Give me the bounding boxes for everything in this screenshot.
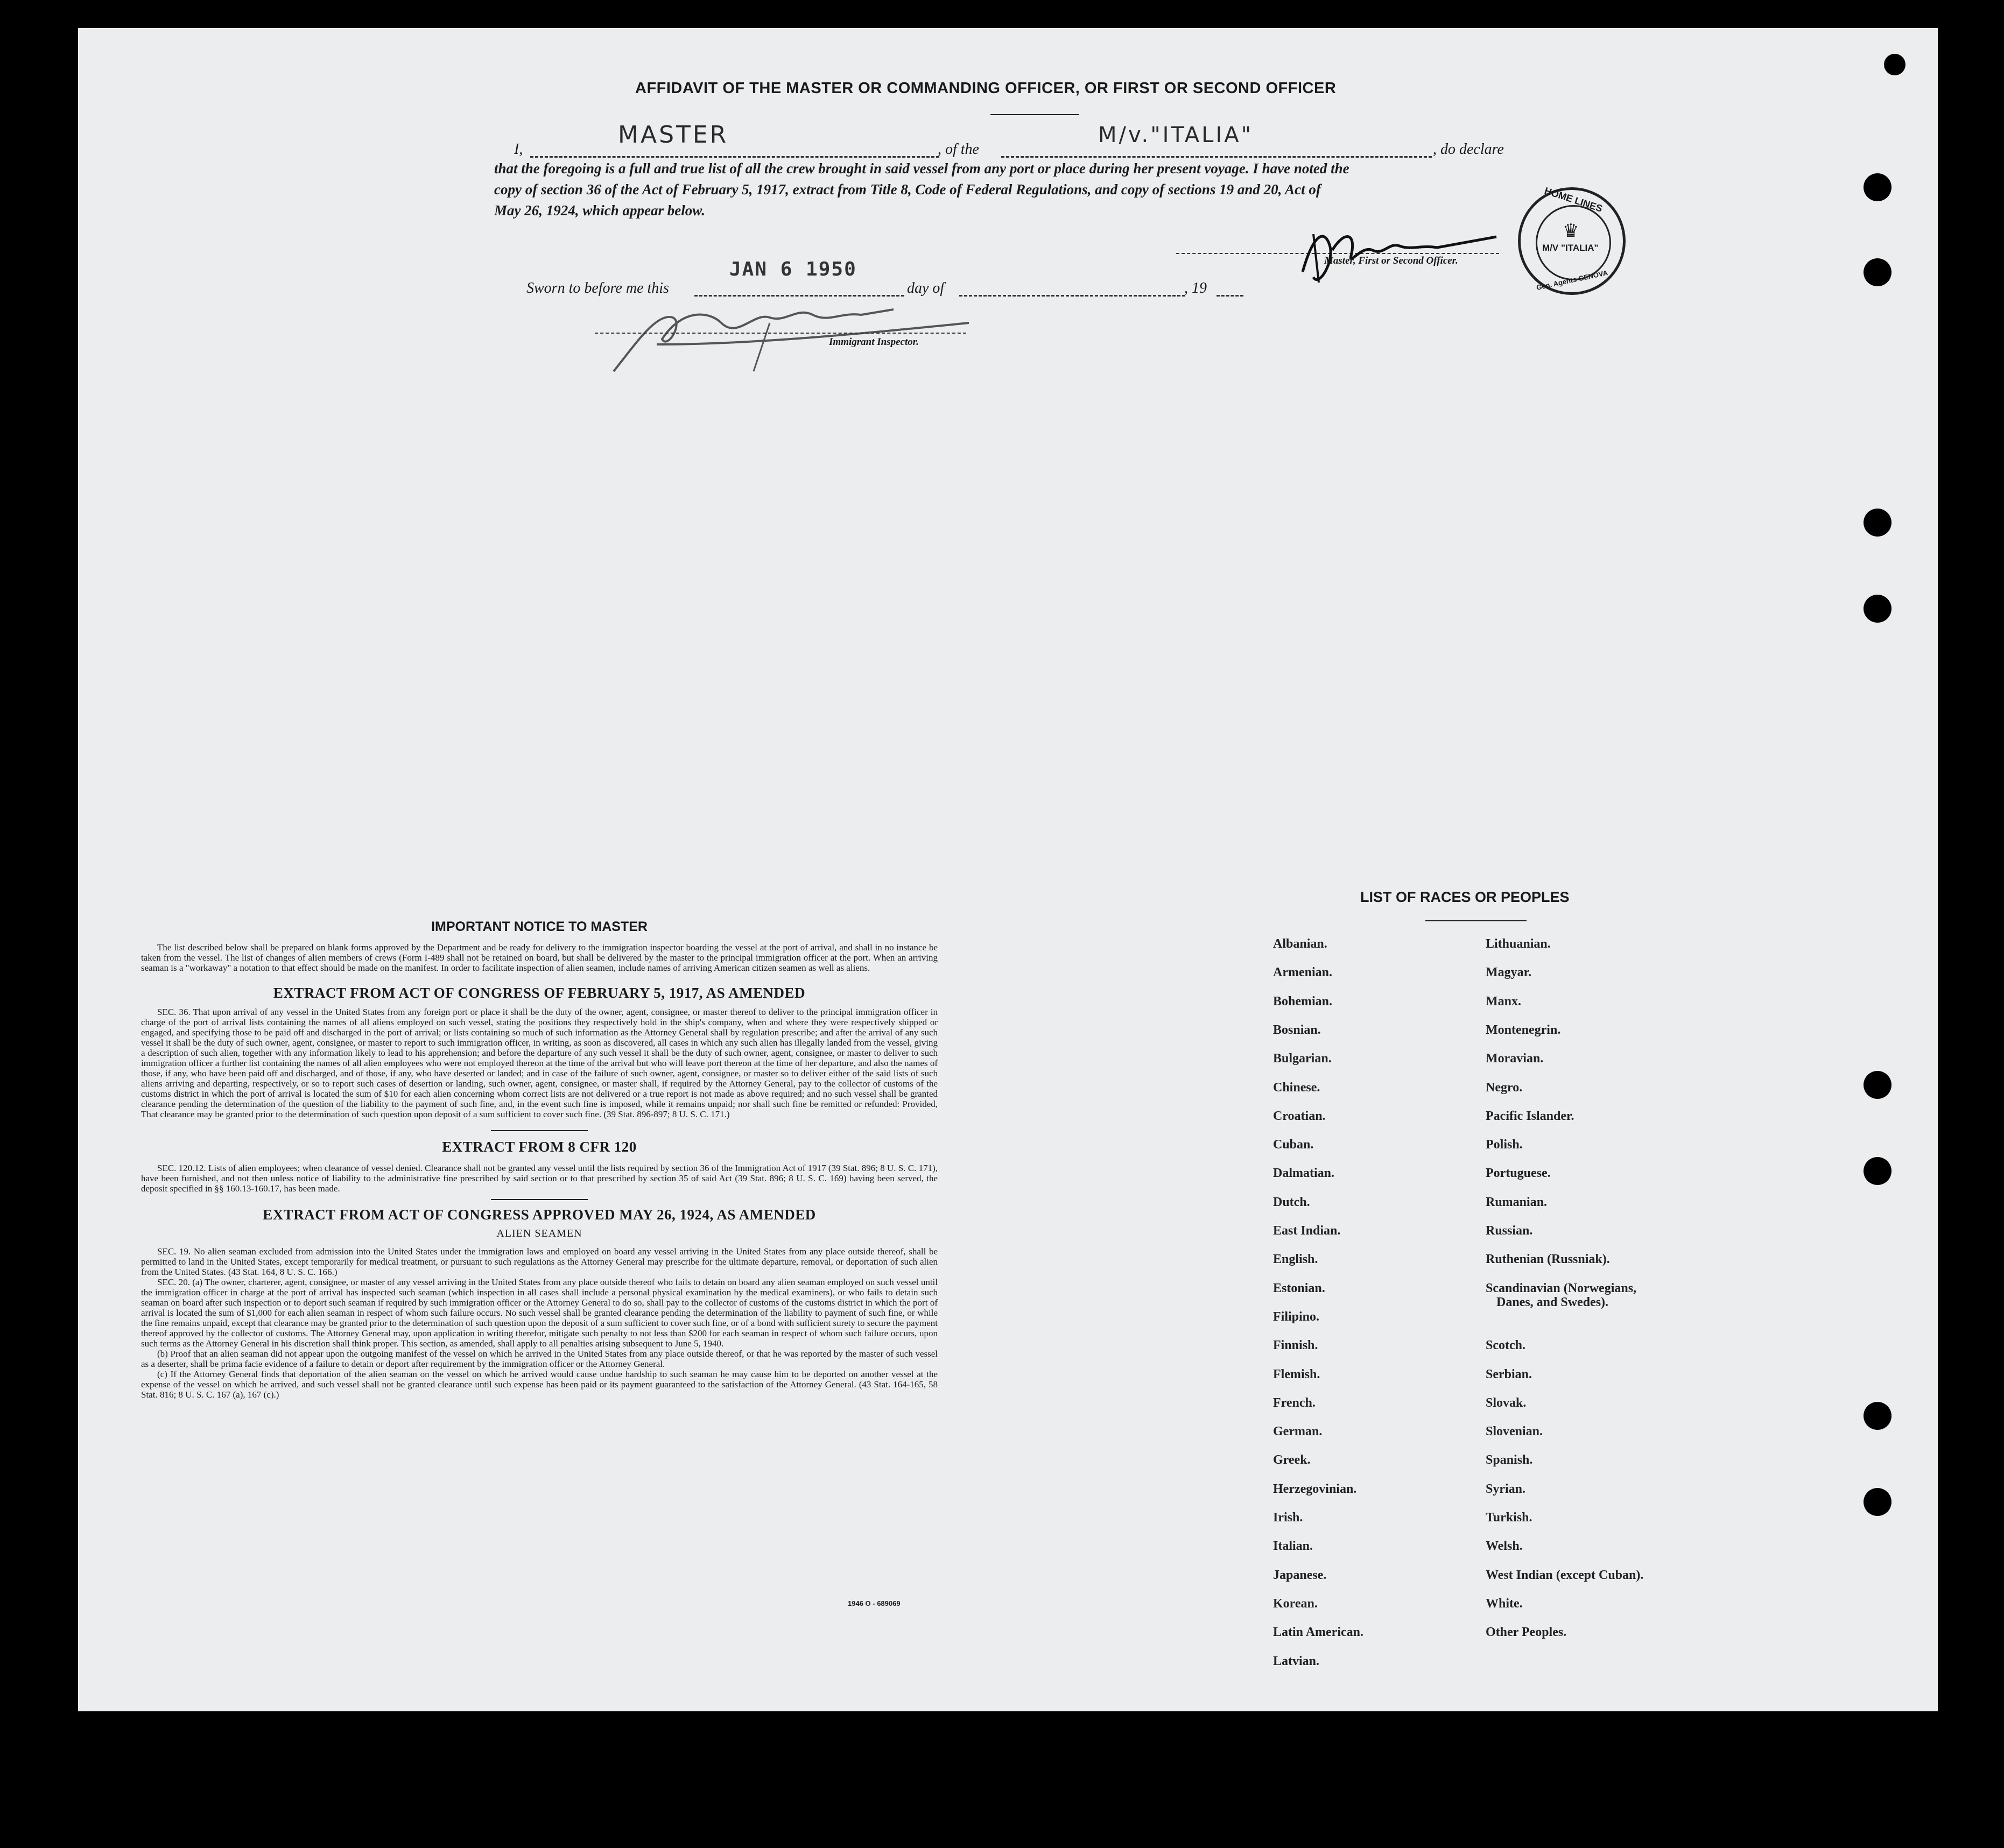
declaration-line: that the foregoing is a full and true list of all the crew brought in said vessel from any port or place during her present voyage. I have noted the [494,160,1349,177]
punch-hole [1864,1402,1892,1430]
extract3-paragraph: SEC. 19. No alien seaman excluded from admission into the United States under the immigration laws and employed on board any vessel arriving in the United States from any place outside thereof, shall be permitted to land in the United States, except temporarily for medical treatment, or pursuant to such regulations as the Attorney General may prescribe for the ultimate departure, removal, or deportation of such alien from the United States. (43 Stat. 164, 8 U. S. C. 166.) [141,1246,938,1277]
punch-hole [1864,173,1892,201]
of-the-label: , of the [938,141,979,158]
inspector-signature [592,291,980,382]
year-label: , 19 [1184,280,1207,297]
race-item: Armenian. [1273,965,1332,980]
notice-title: IMPORTANT NOTICE TO MASTER [431,919,648,934]
race-item: Croatian. [1273,1109,1326,1123]
day-of-label: day of [907,280,945,297]
extract2-body [141,1163,938,1194]
master-sig-label: Master, First or Second Officer. [1324,255,1458,266]
punch-hole [1884,54,1905,75]
notice-section [141,919,938,1400]
punch-hole [1864,1071,1892,1099]
extract1-body [141,1007,938,1119]
date-stamp: JAN 6 1950 [729,258,857,280]
extract2-paragraph: SEC. 120.12. Lists of alien employees; when clearance of vessel denied. Clearance shall not be granted any vessel until the lists required by section 36 of the Immigration Act of 1917 (39 Stat. 896; 8 U. S. C. 171), have been furnished, and not then unless notice of liability to the administrative fine prescribed by said section or to that prescribed by section 35 of said Act (39 Stat. 896; 8 U. S. C. 169) having been served, the deposit specified in §§ 160.13-160.17, has been made. [141,1163,938,1194]
extract3-title: EXTRACT FROM ACT OF CONGRESS APPROVED MAY 26, 1924, AS AMENDED [263,1207,816,1223]
sworn-label: Sworn to before me this [526,280,669,297]
race-item: Filipino. [1273,1309,1320,1324]
race-item: German. [1273,1424,1323,1439]
race-item: Herzegovinian. [1273,1482,1357,1496]
race-item: Japanese. [1273,1568,1327,1582]
race-item: Bosnian. [1273,1022,1321,1037]
extract3-paragraph: SEC. 20. (a) The owner, charterer, agent, consignee, or master of any vessel arriving in the United States from any place outside thereof who fails to detain on board any alien seaman employed on such vessel until the immigration officer in charge at the port of arrival has inspected such seaman (which inspection in all cases shall include a personal physical examination by the medical examiners), or who fails to detain such seaman on board after such inspection or to deport such seaman if required by such immigration officer or the Attorney General to do so, shall pay to the collector of customs of the customs district in which the port of arrival is located the sum of $1,000 for each alien seaman in respect of whom such failure occurs. No such vessel shall be granted clearance pending the determination of the liability to payment of such fine, or while the fine remains unpaid, except that clearance may be granted prior to the determination of such question upon the deposit of a sum sufficient to cover such fine, or of a bond with sufficient surety to secure the payment thereof approved by the collector of customs. The Attorney General may, upon application in writing therefor, mitigate such penalty to not less than $200 for each seaman in respect of whom such failure occurs, upon such terms as the Attorney General in his discretion shall think proper. This section, as amended, shall apply to all penalties arising subsequent to June 5, 1940. [141,1277,938,1349]
master-name-value: MASTER [618,121,729,149]
extract1-paragraph: SEC. 36. That upon arrival of any vessel in the United States from any foreign port or place it shall be the duty of the owner, agent, consignee, or master thereof to deliver to the principal immigration officer in charge of the port of arrival lists containing the names of all aliens employed on such vessel, stating the positions they respectively hold in the ship's company, when and where they were respectively shipped or engaged, and specifying those to be paid off and discharged in the port of arrival; or lists containing so much of such information as the Attorney General shall by regulation prescribe; and after the arrival of any such vessel it shall be the duty of such owner, agent, consignee, or master to report to such immigration officer, in writing, as soon as discovered, all cases in which any such alien has illegally landed from the vessel, giving a description of such alien, together with any information likely to lead to his apprehension; and before the departure of any such vessel it shall be the duty of such owner, agent, consignee, or master to deliver to such immigration officer a further list containing the names of all alien employees who were not employed thereon at the time of the arrival but who will leave port thereon at the time of her departure, and also the names of those, if any, who have been paid off and discharged, and of those, if any, who have deserted or landed; and in case of the failure of such owner, agent, consignee, or master so to deliver either of the said lists of such aliens arriving and departing, respectively, or so to report such cases of desertion or landing, such owner, agent, consignee, or master shall, if required by the Attorney General, pay to the collector of customs of the customs district in which the port of arrival is located the sum of $10 for each alien concerning whom correct lists are not delivered or a true report is not made as above required; and no such vessel shall be granted clearance pending the determination of the question of the liability to the payment of such fine, and, in the event such fine is imposed, while it remains unpaid; nor shall such fine be remitted or refunded: Provided, That clearance may be granted prior to the determination of such question upon deposit of a sum sufficient to cover such fine. (39 Stat. 896-897; 8 U. S. C. 171.) [141,1007,938,1119]
race-item: Russian. [1486,1224,1533,1238]
extract1-divider [491,1130,588,1131]
extract1-title: EXTRACT FROM ACT OF CONGRESS OF FEBRUARY 5, 1917, AS AMENDED [273,985,806,1001]
race-item: Ruthenian (Russniak). [1486,1252,1610,1267]
race-item: Finnish. [1273,1338,1318,1353]
race-item: Bohemian. [1273,994,1333,1008]
race-item: Korean. [1273,1596,1318,1611]
inspector-label: Immigrant Inspector. [829,336,919,348]
extract2-divider [491,1199,588,1200]
race-item: Latvian. [1273,1654,1320,1668]
race-item: Bulgarian. [1273,1052,1332,1066]
race-item: Pacific Islander. [1486,1109,1574,1123]
race-item: White. [1486,1596,1523,1611]
declaration-line: copy of section 36 of the Act of February 5, 1917, extract from Title 8, Code of Federal Regulations, and copy of sections 19 and 20, Act of [494,181,1321,198]
month-line [959,295,1185,297]
punch-hole [1864,1488,1892,1516]
punch-hole [1864,1157,1892,1185]
extract3-subtitle: ALIEN SEAMEN [496,1228,582,1239]
race-item: Scandinavian (Norwegians, [1486,1281,1637,1295]
races-divider [1425,920,1527,921]
race-item: Portuguese. [1486,1166,1551,1181]
extract3-paragraph: (b) Proof that an alien seaman did not appear upon the outgoing manifest of the vessel on which he arrived in the United States from any place outside thereof, or that he was reported by the master of such vessel as a deserter, shall be prima facie evidence of a failure to detain or deport after requirement by the immigration officer or the Attorney General. [141,1349,938,1369]
race-item: Estonian. [1273,1281,1325,1295]
notice-body [141,942,938,973]
races-title: LIST OF RACES OR PEOPLES [1360,889,1570,905]
race-item: Slovenian. [1486,1424,1543,1439]
race-item: Magyar. [1486,965,1532,980]
race-item: Welsh. [1486,1539,1523,1554]
race-item: Syrian. [1486,1482,1526,1496]
title-divider [990,114,1079,115]
race-item: Latin American. [1273,1625,1363,1640]
race-item: Manx. [1486,994,1521,1008]
race-item: East Indian. [1273,1224,1341,1238]
affidavit-title: AFFIDAVIT OF THE MASTER OR COMMANDING OFFICER, OR FIRST OR SECOND OFFICER [635,80,1337,97]
race-item: Rumanian. [1486,1195,1548,1209]
punch-hole [1864,258,1892,286]
stamp-top-text: HOME LINES [1543,185,1604,214]
year-line [1217,295,1243,297]
race-item: Cuban. [1273,1138,1314,1152]
race-item: Turkish. [1486,1511,1532,1525]
stamp-center-text: M/V "ITALIA" [1542,243,1599,253]
race-item: Polish. [1486,1138,1523,1152]
race-item: Flemish. [1273,1367,1320,1381]
extract3-paragraph: (c) If the Attorney General finds that deportation of the alien seaman on the vessel on which he arrived would cause undue hardship to such seaman he may cause him to be deported on another vessel at the expense of the vessel on which he arrived, and such vessel shall not be granted clearance until such expense has been paid or its payment guaranteed to the satisfaction of the Attorney General. (43 Stat. 164-165, 58 Stat. 816; 8 U. S. C. 167 (a), 167 (c).) [141,1369,938,1400]
race-item: Serbian. [1486,1367,1532,1381]
race-item-continuation: Danes, and Swedes). [1496,1295,1609,1309]
master-signature [1281,213,1507,293]
declaration-line: May 26, 1924, which appear below. [494,202,706,218]
race-item: Montenegrin. [1486,1022,1561,1037]
race-item: West Indian (except Cuban). [1486,1568,1644,1582]
race-item: Greek. [1273,1453,1311,1468]
vessel-line [1001,156,1432,158]
race-item: Other Peoples. [1486,1625,1567,1640]
race-item: French. [1273,1395,1316,1410]
crown-icon: ♛ [1563,221,1579,241]
race-item: Italian. [1273,1539,1313,1554]
race-item: English. [1273,1252,1318,1267]
race-item: Spanish. [1486,1453,1533,1468]
name-line [530,156,939,158]
stamp-bottom-text: Gen. Agents GENOVA [1535,269,1609,292]
race-item: Scotch. [1486,1338,1525,1353]
do-declare-label: , do declare [1433,141,1504,158]
punch-hole [1864,509,1892,537]
race-item: Dutch. [1273,1195,1310,1209]
race-item: Irish. [1273,1511,1303,1525]
inspector-signature-line [595,333,966,334]
print-code: 1946 O - 689069 [848,1599,901,1607]
extract3-body [141,1246,938,1400]
race-item: Moravian. [1486,1052,1544,1066]
company-stamp [1518,187,1626,295]
race-item: Lithuanian. [1486,937,1551,951]
race-item: Chinese. [1273,1080,1320,1095]
i-label: I, [514,141,523,158]
race-item: Slovak. [1486,1395,1527,1410]
extract2-title: EXTRACT FROM 8 CFR 120 [442,1139,637,1155]
race-item: Albanian. [1273,937,1327,951]
declaration-text [494,158,1520,221]
notice-paragraph: The list described below shall be prepared on blank forms approved by the Department and be ready for delivery to the immigration inspector boarding the vessel at the port of arrival, and shall in no instance be taken from the vessel. The list of changes of alien members of crews (Form I-489 shall not be retained on board, but shall be delivered by the master to the principal immigration officer at the port. When an arriving seaman is a "workaway" a notation to that effect should be made on the manifest. In order to facilitate inspection of alien seamen, include names of arriving American citizen seamen as well as aliens. [141,942,938,973]
punch-hole [1864,595,1892,623]
document-page [78,28,1938,1711]
vessel-name-value: M/v."ITALIA" [1098,123,1253,147]
race-item: Dalmatian. [1273,1166,1334,1181]
race-item: Negro. [1486,1080,1523,1095]
